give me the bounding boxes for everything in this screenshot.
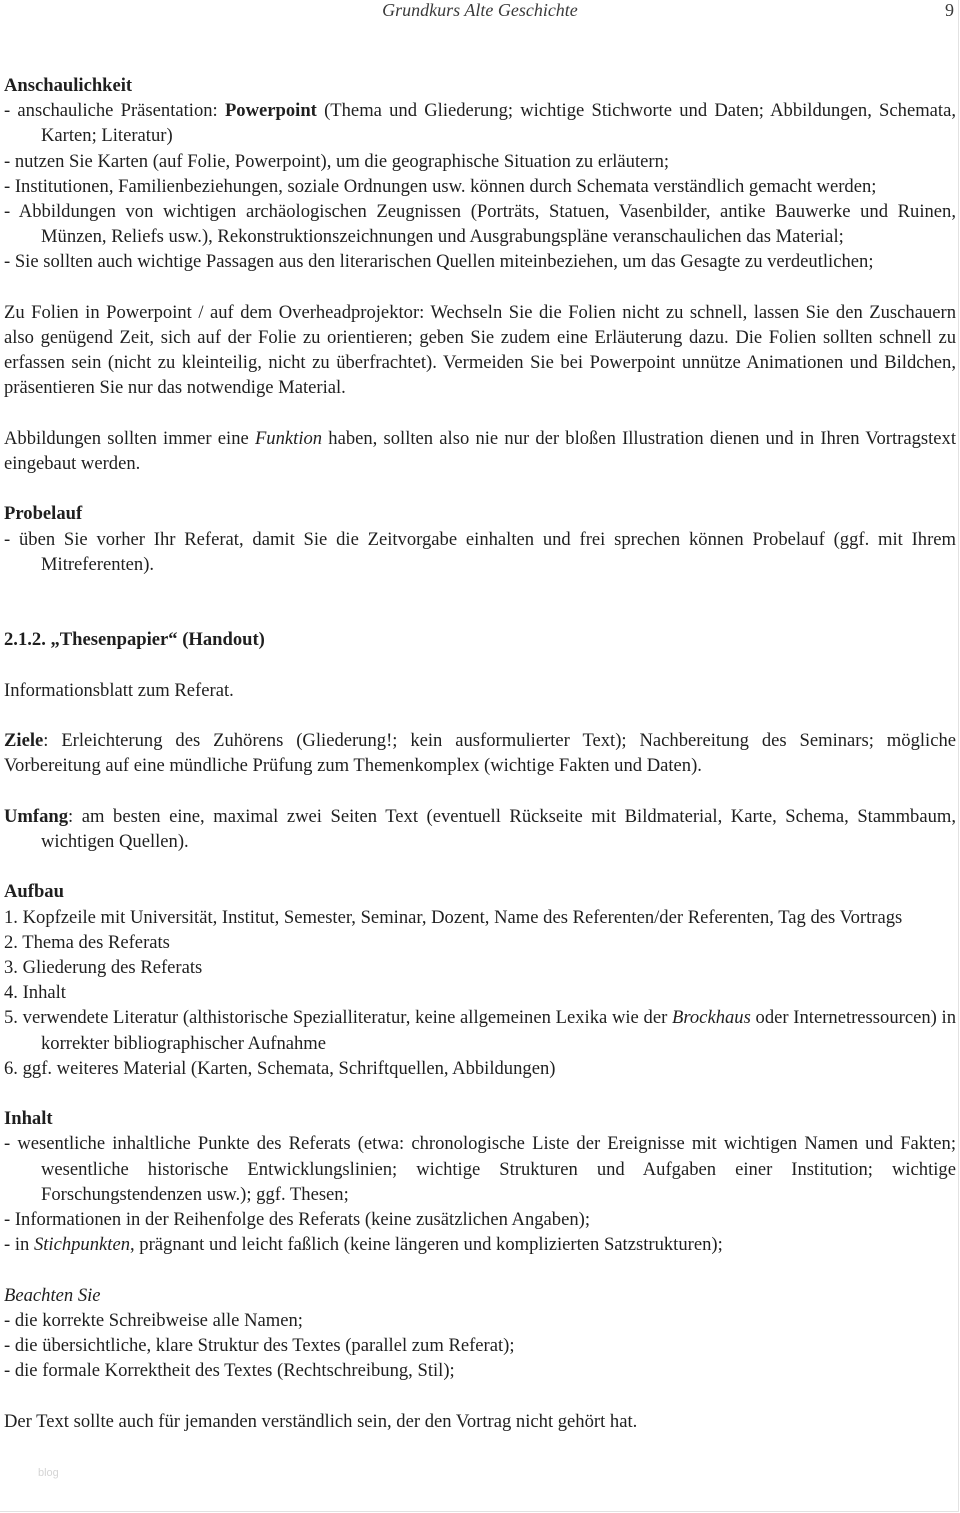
list-item: 4. Inhalt bbox=[4, 982, 66, 1004]
item-text: , prägnant und leicht faßlich (keine längeren und komplizierten Satzstrukturen); bbox=[130, 1234, 723, 1256]
list-item: - die korrekte Schreibweise alle Namen; bbox=[4, 1309, 303, 1331]
list-item: - üben Sie vorher Ihr Referat, damit Sie die Zeitvorgabe einhalten und frei sprechen können Probelauf (ggf. mit Ihrem Mitreferenten). bbox=[4, 528, 956, 575]
paragraph-text: Abbildungen sollten immer eine bbox=[4, 427, 255, 449]
paragraph-ziele bbox=[4, 728, 956, 778]
info-line: Informationsblatt zum Referat. bbox=[4, 679, 234, 701]
heading-probelauf: Probelauf bbox=[4, 503, 83, 525]
heading-anschaulichkeit: Anschaulichkeit bbox=[4, 75, 133, 96]
spacer bbox=[4, 401, 956, 426]
item-bold-text: Powerpoint bbox=[224, 100, 317, 122]
paragraph-abbildungen bbox=[4, 426, 956, 476]
list-item: - Informationen in der Reihenfolge des Referats (keine zusätzlichen Angaben); bbox=[4, 1208, 590, 1230]
page-number: 9 bbox=[945, 0, 954, 20]
list-item bbox=[4, 98, 956, 148]
item-text: - anschauliche Präsentation: bbox=[4, 100, 225, 122]
list-item: - wesentliche inhaltliche Punkte des Referats (etwa: chronologische Liste der Ereignisse mit wichtigen Namen und Fakten; wesentliche historische Entwicklungslinien; wichtige Strukturen und Aufgaben einer Institution; wichtige Forschungstendenzen usw.); ggf. Thesen; bbox=[4, 1133, 956, 1205]
ziele-label: Ziele bbox=[4, 730, 44, 752]
spacer bbox=[4, 703, 956, 728]
spacer bbox=[4, 779, 956, 804]
spacer bbox=[4, 476, 956, 501]
list-item: 6. ggf. weiteres Material (Karten, Schemata, Schriftquellen, Abbildungen) bbox=[4, 1057, 556, 1079]
heading-aufbau: Aufbau bbox=[4, 881, 64, 903]
list-item: 3. Gliederung des Referats bbox=[4, 956, 203, 978]
paragraph-folien: Zu Folien in Powerpoint / auf dem Overheadprojektor: Wechseln Sie die Folien nicht zu schnell, lassen Sie den Zuschauern also genügend Zeit, sich auf der Folie zu orientieren; geben Sie zudem eine Erläuterung dazu. Die Folien sollten schnell zu erfassen sein (nicht zu kleinteilig, nicht zu überfrachtet). Vermeiden Sie bei Powerpoint unnütze Animationen und Bildchen, präsentieren Sie nur das notwendige Material. bbox=[4, 301, 956, 399]
umfang-text: : am besten eine, maximal zwei Seiten Text (eventuell Rückseite mit Bildmaterial, Karte, Schema, Stammbaum, wichtigen Quellen). bbox=[41, 805, 956, 852]
list-item: - Institutionen, Familienbeziehungen, soziale Ordnungen usw. können durch Schemata verständlich gemacht werden; bbox=[4, 175, 877, 197]
header-title: Grundkurs Alte Geschichte bbox=[382, 0, 578, 20]
list-item: 1. Kopfzeile mit Universität, Institut, Semester, Seminar, Dozent, Name des Referenten/der Referenten, Tag des Vortrags bbox=[4, 906, 903, 928]
item-text: (Thema und Gliederung; wichtige Stichworte und Daten; Abbildungen, Schemata, Karten; Literatur) bbox=[41, 100, 956, 147]
spacer bbox=[4, 1383, 956, 1408]
heading-beachten: Beachten Sie bbox=[4, 1284, 101, 1306]
paragraph-italic-text: Funktion bbox=[254, 427, 323, 449]
page-header bbox=[0, 0, 960, 24]
paragraph-text: haben, sollten also nie nur der bloßen Illustration dienen und in Ihren Vortragstext eingebaut werden. bbox=[4, 427, 956, 475]
watermark: blog bbox=[38, 1467, 59, 1479]
section-heading: 2.1.2. „Thesenpapier“ (Handout) bbox=[4, 629, 265, 651]
spacer bbox=[4, 854, 956, 879]
spacer bbox=[4, 275, 956, 300]
spacer bbox=[4, 602, 956, 627]
heading-inhalt: Inhalt bbox=[4, 1108, 53, 1130]
list-item bbox=[4, 1232, 956, 1257]
item-italic-text: Brockhaus bbox=[671, 1007, 751, 1029]
list-item: - Sie sollten auch wichtige Passagen aus den literarischen Quellen miteinbeziehen, um das Gesagte zu verdeutlichen; bbox=[4, 251, 874, 273]
list-item: - nutzen Sie Karten (auf Folie, Powerpoint), um die geographische Situation zu erläutern; bbox=[4, 150, 670, 172]
closing-line: Der Text sollte auch für jemanden verständlich sein, der den Vortrag nicht gehört hat. bbox=[4, 1410, 638, 1432]
spacer bbox=[4, 1257, 956, 1282]
spacer bbox=[4, 1081, 956, 1106]
list-item: - die formale Korrektheit des Textes (Rechtschreibung, Stil); bbox=[4, 1360, 455, 1382]
list-item: - die übersichtliche, klare Struktur des Textes (parallel zum Referat); bbox=[4, 1334, 515, 1356]
list-item bbox=[4, 1005, 956, 1055]
ziele-text: : Erleichterung des Zuhörens (Gliederung!; kein ausformulierter Text); Nachbereitung des Seminars; mögliche Vorbereitung auf eine mündliche Prüfung zum Themenkomplex (wichtige Fakten und Daten). bbox=[4, 730, 956, 777]
paragraph-umfang bbox=[4, 804, 956, 854]
list-item: 2. Thema des Referats bbox=[4, 931, 170, 953]
spacer bbox=[4, 653, 956, 678]
item-italic-text: Stichpunkten bbox=[33, 1234, 130, 1256]
item-text: 5. verwendete Literatur (althistorische Spezialliteratur, keine allgemeinen Lexika wie der bbox=[4, 1007, 672, 1029]
item-text: - in bbox=[4, 1234, 34, 1256]
umfang-label: Umfang bbox=[4, 805, 69, 827]
item-text: oder Internetressourcen) in korrekter bibliographischer Aufnahme bbox=[41, 1007, 956, 1054]
document-body bbox=[4, 73, 956, 1434]
spacer bbox=[4, 577, 956, 602]
list-item: - Abbildungen von wichtigen archäologischen Zeugnissen (Porträts, Statuen, Vasenbilder, antike Bauwerke und Ruinen, Münzen, Reliefs usw.), Rekonstruktionszeichnungen und Ausgrabungspläne veranschaulichen das Material; bbox=[4, 201, 956, 248]
